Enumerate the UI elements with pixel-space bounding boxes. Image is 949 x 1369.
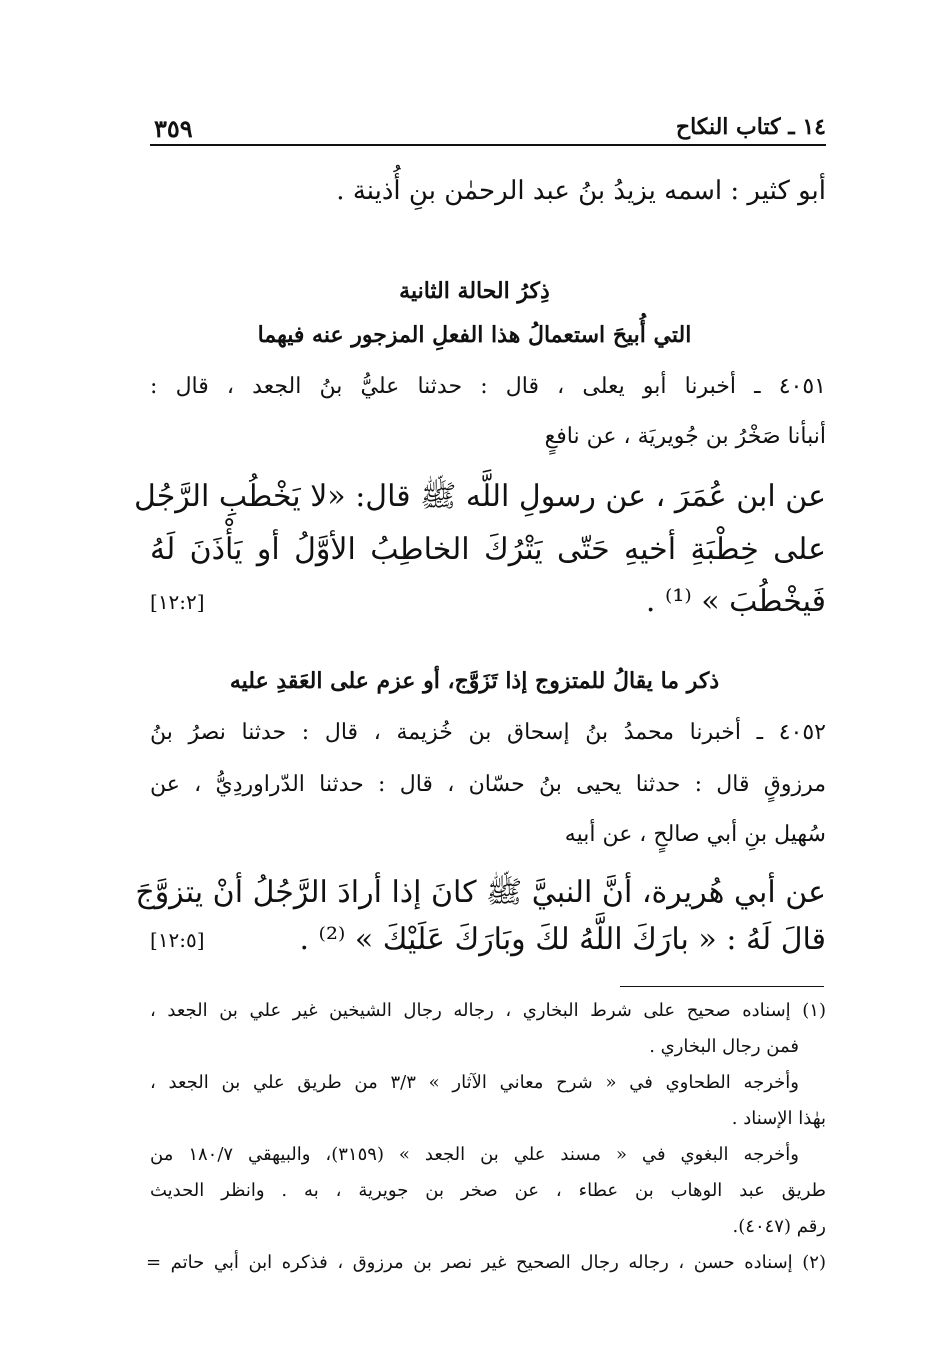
hadith-4052-isnad-2: مرزوقٍ قال : حدثنا يحيى بنُ حسّان ، قال : حدثنا الدّراوردِيُّ ، عن <box>150 772 826 797</box>
footnote-1-line-7: رقم (٤٠٤٧). <box>732 1216 826 1237</box>
hadith-4051-isnad-1: ٤٠٥١ ـ أخبرنا أبو يعلى ، قال : حدثنا عليُّ بنُ الجعد ، قال : <box>150 374 826 399</box>
footnote-1-line-6: طريق عبد الوهاب بن عطاء ، عن صخر بن جويرية ، به . وانظر الحديث <box>150 1180 826 1201</box>
hadith-4052-matn-1: عن أبي هُريرة، أنَّ النبيَّ ﷺ كانَ إذا أرادَ الرَّجُلُ أنْ يتزوَّجَ <box>135 875 826 910</box>
footnote-rule <box>620 986 824 987</box>
page-number: ٣٥٩ <box>154 114 193 143</box>
footnote-1-line-2: فمن رجال البخاري . <box>649 1036 799 1057</box>
footnote-1-line-4: بهٰذا الإسناد . <box>731 1108 826 1129</box>
footnote-1-line-3: وأخرجه الطحاوي في « شرح معاني الآثار » ٣/٣ من طريق علي بن الجعد ، <box>150 1072 799 1093</box>
footnote-2-line-1: (٢) إسناده حسن ، رجاله رجال الصحيح غير نصر بن مرزوق ، فذكره ابن أبي حاتم = <box>146 1252 826 1273</box>
hadith-4051-isnad-2: أنبأنا صَخْرُ بن جُويريَة ، عن نافعٍ <box>544 424 826 449</box>
section1-heading-1: ذِكرُ الحالة الثانية <box>399 278 550 304</box>
hadith-4051-matn-2: على خِطْبَةِ أخيهِ حَتّى يَتْرُكَ الخاطِبُ الأوَّلُ أو يَأْذَنَ لَهُ <box>150 532 826 567</box>
hadith-4051-matn-3 <box>150 584 826 619</box>
footnote-1-line-1: (١) إسناده صحيح على شرط البخاري ، رجاله رجال الشيخين غير علي بن الجعد ، <box>150 1000 826 1021</box>
section1-heading-2: التي أُبيحَ استعمالُ هذا الفعلِ المزجور عنه فيهما <box>257 322 692 348</box>
matn-end: فَيخْطُبَ » ⁽¹⁾ . <box>645 584 826 619</box>
footnote-1-line-5: وأخرجه البغوي في « مسند علي بن الجعد » (٣١٥٩)، والبيهقي ١٨٠/٧ من <box>150 1144 799 1165</box>
header-rule <box>150 144 826 146</box>
hadith-4052-reference: [١٢:٥] <box>150 928 205 952</box>
hadith-4052-isnad-1: ٤٠٥٢ ـ أخبرنا محمدُ بنُ إسحاق بن خُزيمة ، قال : حدثنا نصرُ بنُ <box>150 720 826 745</box>
section2-heading: ذكر ما يقالُ للمتزوج إذا تَزَوَّج، أو عزم على العَقدِ عليه <box>229 668 720 694</box>
hadith-4051-reference: [١٢:٢] <box>150 590 205 614</box>
hadith-4051-matn-1: عن ابن عُمَرَ ، عن رسولِ اللَّه ﷺ قال: «لا يَخْطُبِ الرَّجُل <box>134 479 826 514</box>
intro-line: أبو كثير : اسمه يزيدُ بنُ عبد الرحمٰن بنِ أُذينة . <box>336 176 826 206</box>
running-header <box>150 106 826 146</box>
chapter-title: ١٤ ـ كتاب النكاح <box>675 114 826 140</box>
hadith-4052-matn-2 <box>150 922 826 957</box>
matn-end: قالَ لَهُ : « بارَكَ اللَّهُ لكَ وبَارَكَ عَلَيْكَ » ⁽²⁾ . <box>299 922 826 957</box>
hadith-4052-isnad-3: سُهيل بنِ أبي صالحٍ ، عن أبيه <box>564 822 826 847</box>
